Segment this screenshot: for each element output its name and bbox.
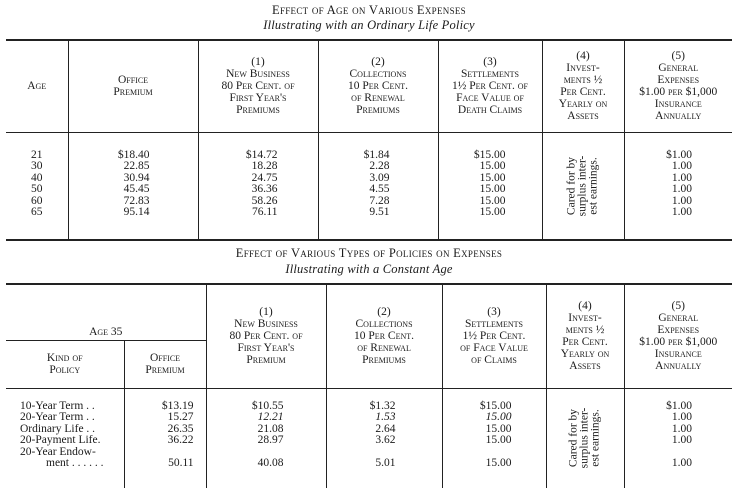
t1-premium-col: $18.40 22.85 30.94 45.45 72.83 95.14 (68, 132, 198, 240)
t2-new-business-header: (1) New Business 80 Per Cent. of First Year's Premium (206, 284, 326, 388)
table2-subtitle: Illustrating with a Constant Age (285, 262, 453, 276)
t1-premium-header: Office Premium (68, 40, 198, 132)
t2-investments-header: (4) Invest- ments ½ Per Cent. Yearly on Assets (546, 284, 624, 388)
table2-data-row (6, 388, 732, 488)
t2-settlements-col: $15.00 15.00 15.00 15.00 15.00 (442, 388, 546, 488)
table1-subtitle: Illustrating with an Ordinary Life Policy (263, 18, 475, 32)
t2-general-expenses-header: (5) General Expenses $1.00 per $1,000 Insurance Annually (624, 284, 732, 388)
t2-kind-col: 10-Year Term . . 20-Year Term . . Ordinary Life . . 20-Payment Life. 20-Year Endow- ment . . . . . . (20, 399, 104, 470)
t1-new-business-col: $14.72 18.28 24.75 36.36 58.26 76.11 (198, 132, 318, 240)
t2-new-business-col: $10.55 12.21 21.08 28.97 40.08 (206, 388, 326, 488)
t1-investments-note: Cared for by surplus inter- est earnings. (542, 132, 624, 240)
t2-general-expenses-col: $1.00 1.00 1.00 1.00 1.00 (624, 388, 732, 488)
table2-title: Effect of Various Types of Policies on Expenses (235, 246, 503, 260)
table1-title: Effect of Age on Various Expenses (272, 3, 466, 17)
t2-premium-header: Office Premium (124, 340, 206, 388)
t2-settlements-header: (3) Settlements 1½ Per Cent. of Face Value of Claims (442, 284, 546, 388)
t1-settlements-col: $15.00 15.00 15.00 15.00 15.00 15.00 (438, 132, 542, 240)
t1-collections-header: (2) Collections 10 Per Cent. of Renewal Premiums (318, 40, 438, 132)
t1-collections-col: $1.84 2.28 3.09 4.55 7.28 9.51 (318, 132, 438, 240)
t2-kind-header: Kind of Policy (46, 352, 83, 376)
t1-age-col: 21 30 40 50 60 65 (31, 148, 43, 219)
table1-header-row (6, 40, 732, 132)
t1-general-expenses-col: $1.00 1.00 1.00 1.00 1.00 1.00 (624, 132, 732, 240)
table1 (6, 39, 732, 241)
t1-investments-header: (4) Invest- ments ½ Per Cent. Yearly on Assets (542, 40, 624, 132)
t1-settlements-header: (3) Settlements 1½ Per Cent. of Face Value of Death Claims (438, 40, 542, 132)
t1-new-business-header: (1) New Business 80 Per Cent. of First Year's Premiums (198, 40, 318, 132)
table1-data-row (6, 132, 732, 240)
t1-age-header: Age (27, 80, 47, 93)
table2 (6, 283, 732, 488)
t2-collections-header: (2) Collections 10 Per Cent. of Renewal Premiums (326, 284, 442, 388)
t2-premium-col: $13.19 15.27 26.35 36.22 50.11 (124, 388, 206, 488)
t1-general-expenses-header: (5) General Expenses $1.00 per $1,000 Insurance Annually (624, 40, 732, 132)
table2-header-row1 (6, 284, 732, 340)
t2-collections-col: $1.32 1.53 2.64 3.62 5.01 (326, 388, 442, 488)
t2-investments-note: Cared for by surplus inter- est earnings. (546, 388, 624, 488)
t2-age-header: Age 35 (89, 325, 123, 338)
